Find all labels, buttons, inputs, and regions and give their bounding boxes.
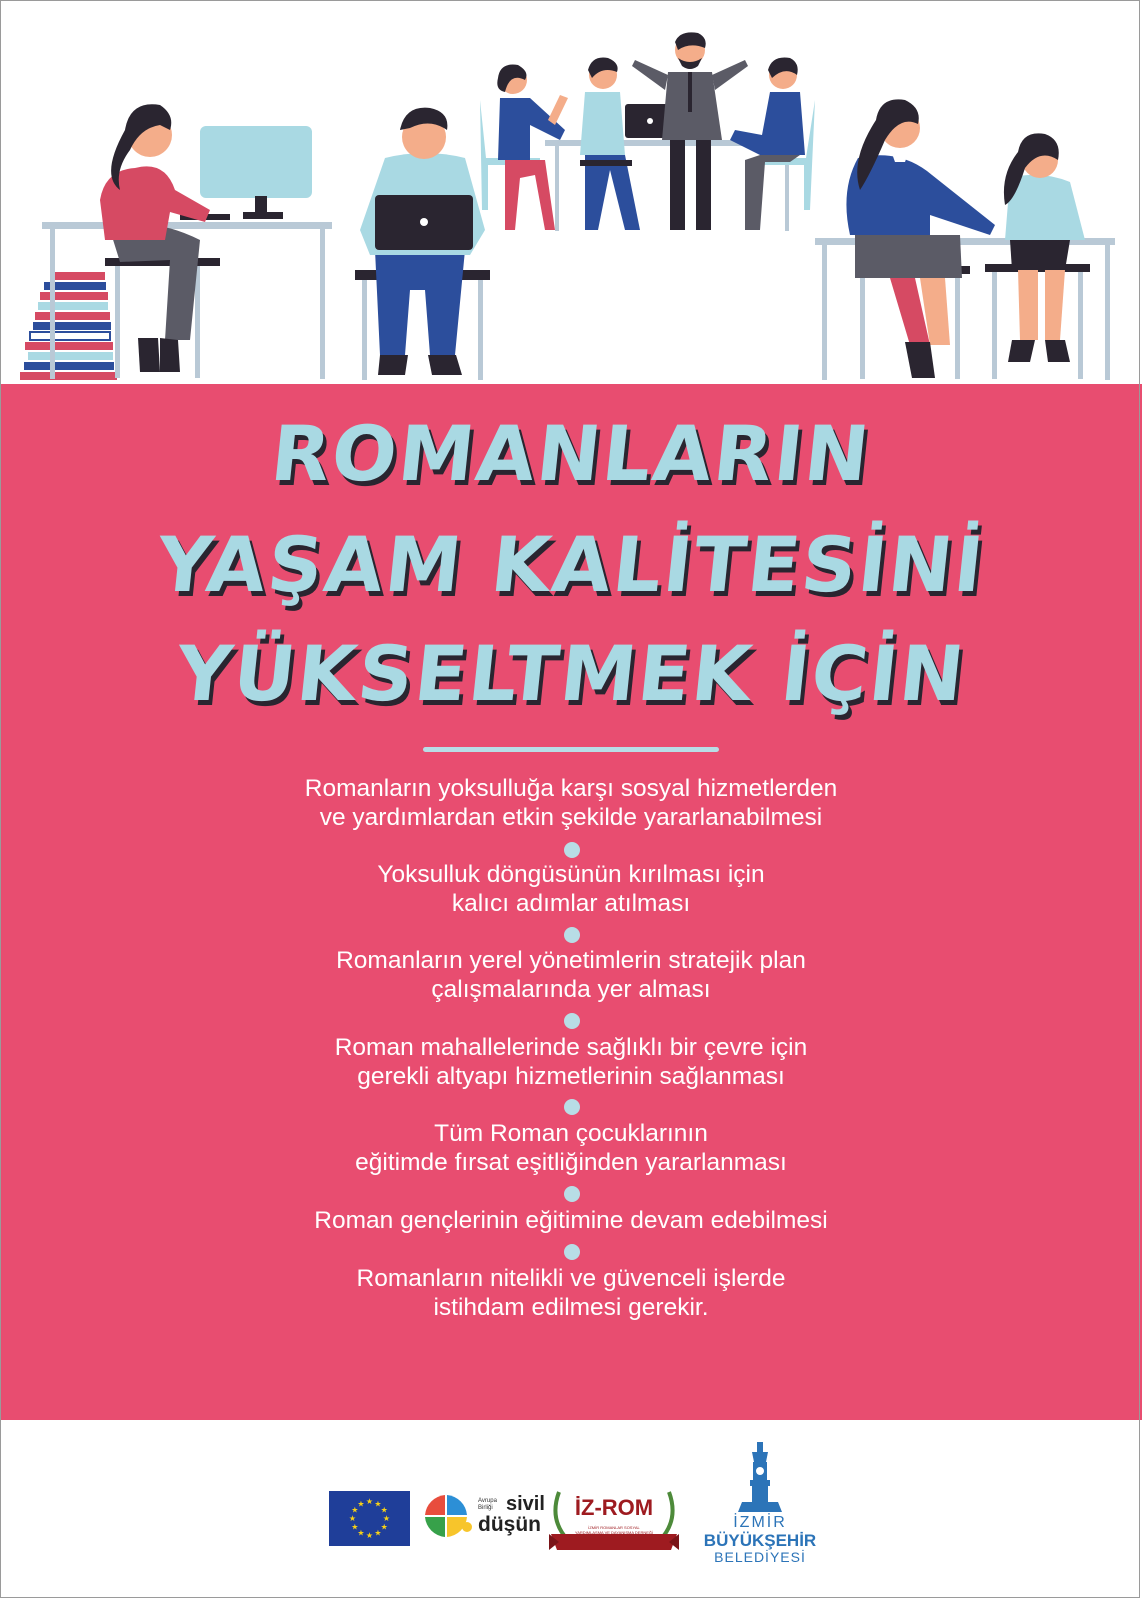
main-content-panel <box>0 384 1142 1420</box>
bullet-dot <box>564 842 580 858</box>
izmir-text: İZMİR <box>733 1514 787 1531</box>
svg-text:★: ★ <box>380 1522 388 1532</box>
sponsor-logos-footer <box>0 1420 1142 1598</box>
clock-tower-icon <box>700 1440 820 1514</box>
belediyesi-text: BELEDİYESİ <box>714 1549 806 1565</box>
sivil-dusun-logo <box>421 1491 543 1547</box>
svg-text:★: ★ <box>382 1514 391 1523</box>
svg-text:★: ★ <box>357 1499 365 1509</box>
svg-text:★: ★ <box>380 1505 388 1515</box>
list-item: Romanların yoksulluğa karşı sosyal hizmetlerden ve yardımlardan etkin şekilde yararlanabilmesi <box>304 775 838 831</box>
list-item: Tüm Roman çocuklarının eğitimde fırsat eşitliğinden yararlanması <box>355 1120 787 1176</box>
iz-rom-subtitle-1: İZMİR ROMANLAR SOSYAL <box>588 1525 640 1530</box>
list-item: Romanların yerel yönetimlerin stratejik plan çalışmalarında yer alması <box>336 947 806 1003</box>
svg-text:★: ★ <box>374 1499 382 1509</box>
list-item: Yoksulluk döngüsünün kırılması için kalıcı adımlar atılması <box>377 861 765 917</box>
list-item: Roman mahallelerinde sağlıklı bir çevre için gerekli altyapı hizmetlerinin sağlanması <box>334 1034 808 1090</box>
women-at-desk-figure <box>815 99 1115 380</box>
sivil-word: sivil <box>506 1493 545 1515</box>
svg-text:★: ★ <box>351 1505 359 1515</box>
svg-text:★: ★ <box>365 1531 374 1540</box>
title-line-3: YÜKSELTMEK İÇİN <box>171 629 971 718</box>
eu-stars-icon <box>329 1491 410 1546</box>
iz-rom-subtitle-2: YARDIMLAŞMA VE DAYANIŞMA DERNEĞİ <box>574 1530 654 1535</box>
bullet-dot <box>564 1099 580 1115</box>
meeting-group-figure <box>480 32 815 231</box>
eu-flag-logo <box>329 1491 410 1546</box>
dusun-word: düşün <box>478 1513 541 1536</box>
sivil-small-line-1: Avrupa <box>478 1498 497 1504</box>
bullet-dot <box>564 927 580 943</box>
svg-text:★: ★ <box>365 1497 374 1506</box>
iz-rom-logo <box>549 1484 679 1556</box>
title-line-1: ROMANLARIN <box>266 409 876 498</box>
bullet-dot <box>564 1013 580 1029</box>
bullet-dot <box>564 1244 580 1260</box>
svg-text:★: ★ <box>374 1528 382 1538</box>
list-item: Roman gençlerinin eğitimine devam edebilmesi <box>314 1207 828 1234</box>
title-line-2: YAŞAM KALİTESİNİ <box>152 520 990 609</box>
svg-text:★: ★ <box>348 1514 357 1523</box>
bullet-dot <box>564 1186 580 1202</box>
list-item: Romanların nitelikli ve güvenceli işlerde istihdam edilmesi gerekir. <box>356 1265 786 1321</box>
puzzle-icon <box>421 1491 473 1547</box>
iz-rom-name: İZ-ROM <box>574 1495 654 1520</box>
svg-text:★: ★ <box>351 1522 359 1532</box>
man-with-laptop-figure <box>355 108 490 380</box>
svg-text:★: ★ <box>357 1528 365 1538</box>
office-workers-illustration <box>0 0 1142 385</box>
title-divider <box>423 747 719 752</box>
books-stack-icon <box>20 272 117 380</box>
buyuksehir-text: BÜYÜKŞEHİR <box>703 1531 817 1550</box>
sivil-small-line-2: Birliği <box>478 1505 493 1511</box>
izmir-buyuksehir-logo <box>700 1440 820 1580</box>
